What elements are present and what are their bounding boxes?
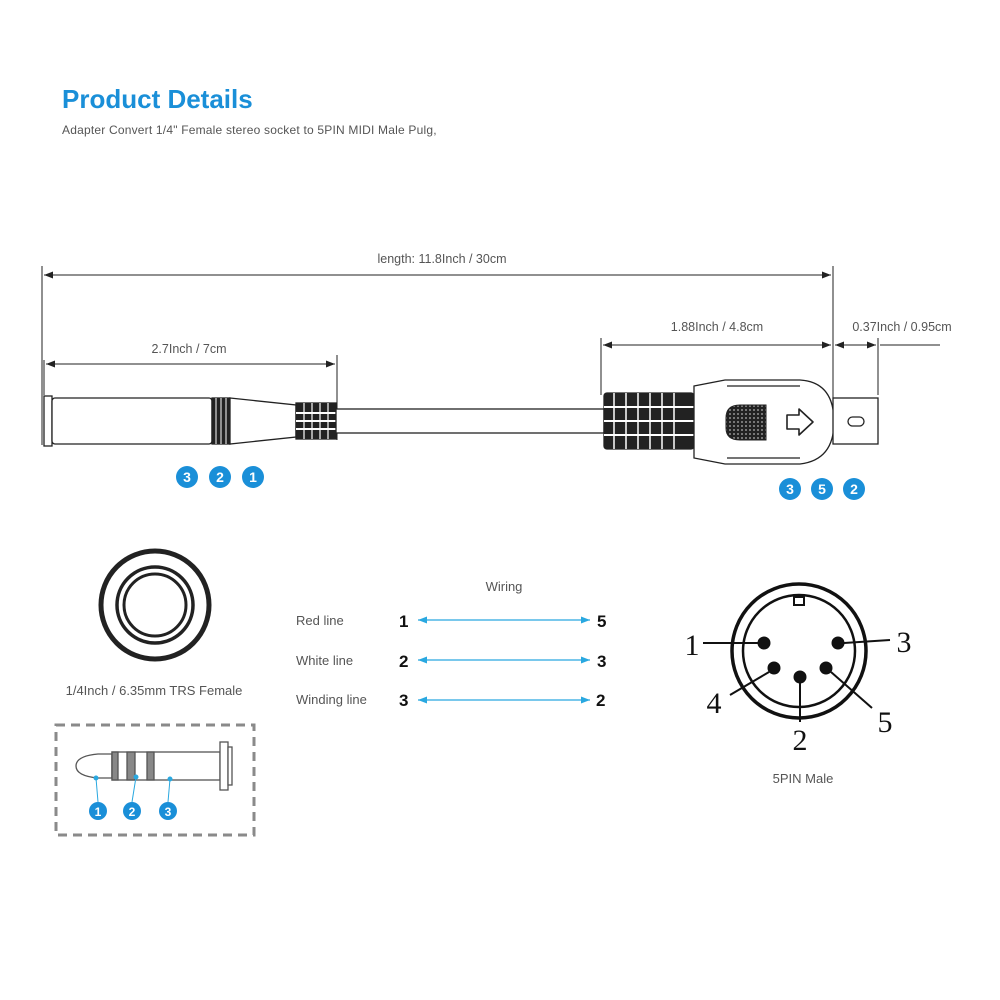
- plug-badge: [843, 478, 865, 500]
- trs-plug-icon: [76, 742, 232, 790]
- wiring-to: 3: [597, 652, 607, 671]
- jack-badge: [176, 466, 198, 488]
- trs-badge: [159, 802, 177, 820]
- svg-text:2: 2: [850, 481, 858, 497]
- wiring-from: 2: [399, 652, 409, 671]
- cable: [336, 409, 604, 433]
- din-pin-label: 4: [706, 687, 722, 720]
- trs-badge: [123, 802, 141, 820]
- svg-text:1: 1: [94, 805, 102, 819]
- svg-text:3: 3: [164, 805, 172, 819]
- wiring-title: Wiring: [485, 579, 523, 594]
- jack-badge: [209, 466, 231, 488]
- jack-length-label: 2.7Inch / 7cm: [151, 342, 227, 356]
- din-pin-label: 1: [684, 629, 700, 662]
- din-pin-label: 2: [792, 724, 808, 757]
- plug-length-label: 1.88Inch / 4.8cm: [670, 320, 764, 334]
- wiring-row: [296, 691, 605, 710]
- wiring-row-label: Red line: [296, 613, 344, 628]
- page-subtitle: Adapter Convert 1/4" Female stereo socket to 5PIN MIDI Male Pulg,: [62, 123, 437, 137]
- din-pin-label: 3: [896, 626, 912, 659]
- socket-caption: 1/4Inch / 6.35mm TRS Female: [65, 683, 243, 698]
- grip-pad-icon: [726, 405, 766, 440]
- din-pin-label: 5: [877, 706, 893, 739]
- wiring-to: 2: [596, 691, 606, 710]
- jack-badge: [242, 466, 264, 488]
- wiring-row: [296, 652, 606, 671]
- svg-text:1: 1: [249, 469, 257, 485]
- wiring-row-label: Winding line: [296, 692, 367, 707]
- din-pinout-icon: [703, 584, 890, 722]
- wiring-to: 5: [597, 612, 607, 631]
- plug-badge: [811, 478, 833, 500]
- svg-text:5: 5: [818, 481, 826, 497]
- trs-badge: [89, 802, 107, 820]
- wiring-row-label: White line: [296, 653, 354, 668]
- pin-length-label: 0.37Inch / 0.95cm: [852, 320, 952, 334]
- quarter-inch-jack: [44, 396, 336, 446]
- svg-text:3: 3: [183, 469, 191, 485]
- plug-badge: [779, 478, 801, 500]
- trs-socket-icon: [101, 551, 209, 659]
- page-title: Product Details: [62, 84, 253, 114]
- wiring-from: 3: [399, 691, 409, 710]
- wiring-from: 1: [399, 612, 409, 631]
- total-length-label: length: 11.8Inch / 30cm: [377, 252, 507, 266]
- svg-text:2: 2: [216, 469, 224, 485]
- wiring-row: [296, 612, 606, 631]
- din-caption: 5PIN Male: [772, 771, 834, 786]
- svg-text:2: 2: [128, 805, 136, 819]
- svg-text:3: 3: [786, 481, 794, 497]
